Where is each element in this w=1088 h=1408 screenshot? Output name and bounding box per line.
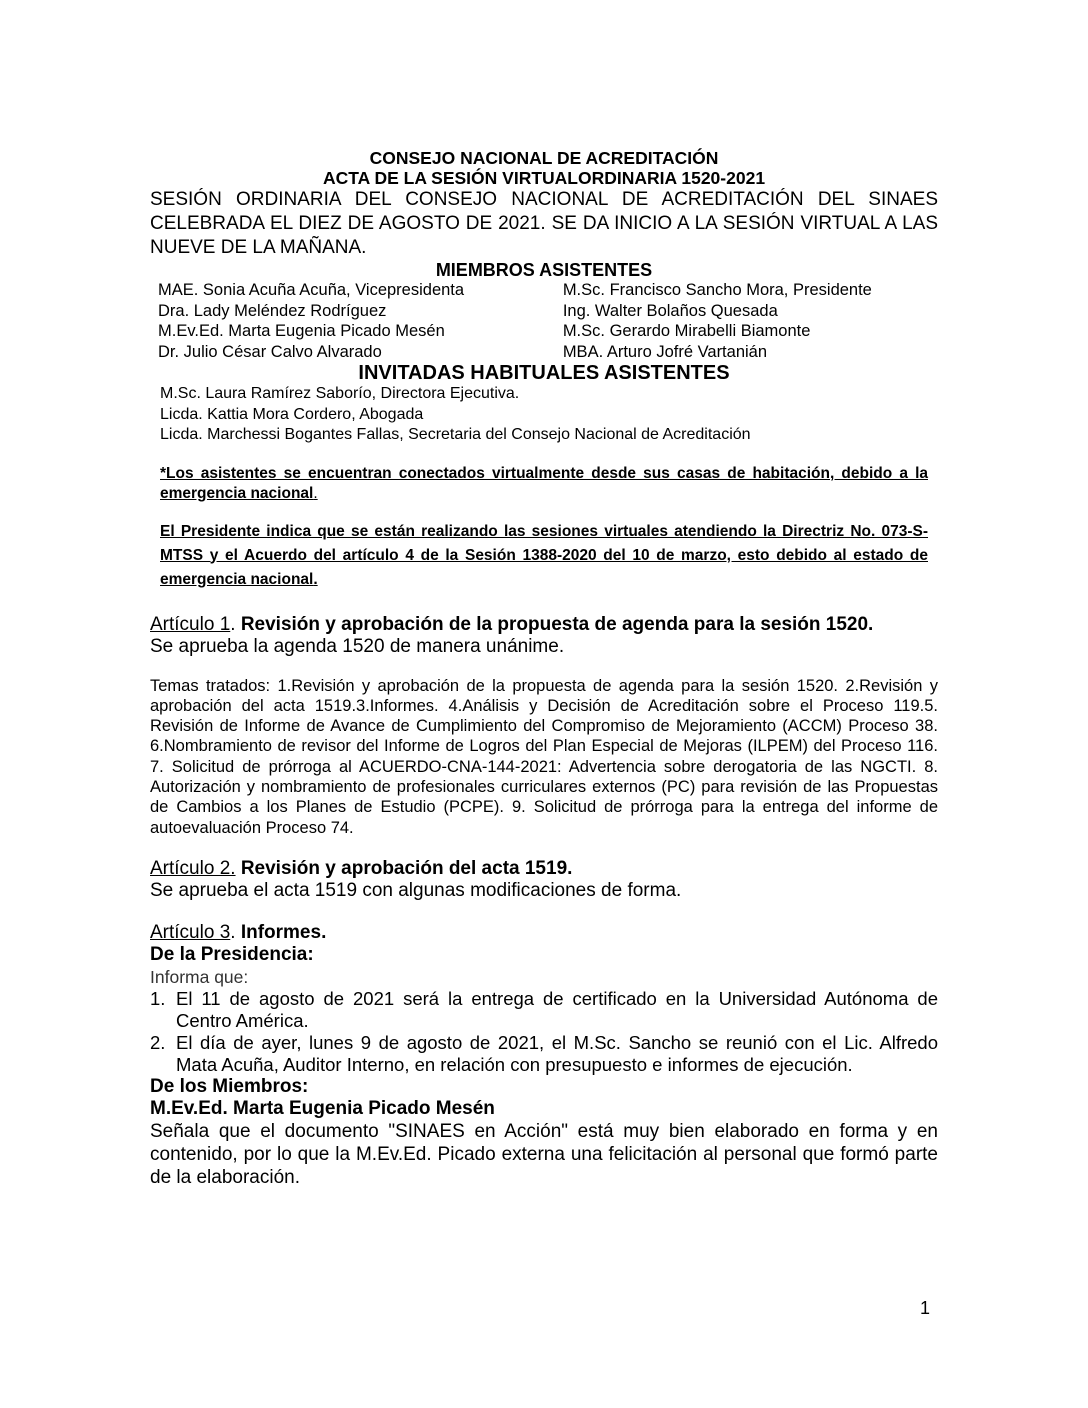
topics-list: Temas tratados: 1.Revisión y aprobación de la propuesta de agenda para la sesión 1520. 2.Revisión y aprobación del acta 1519.3.Informes. 4.Análisis y Decisión de Acreditación sobre el Proceso 119.5. Revisión de Informe de Avance de Cumplimiento del Compromiso de Mejoramiento (ACCM) Proceso 38. 6.Nombramiento de revisor del Informe de Logros del Plan Especial de Mejoras (ILPEM) del Proceso 116. 7. Solicitud de prórroga al ACUERDO-CNA-144-2021: Advertencia sobre derogatoria de las NGCTI. 8. Autorización y nombramiento de profesionales curriculares externos (PC) para revisión de las Propuestas de Cambios a los Planes de Estudio (PCPE). 9. Solicitud de prórroga para la entrega del informe de autoevaluación Proceso 74. <box>150 676 938 837</box>
article-2-text: Se aprueba el acta 1519 con algunas modificaciones de forma. <box>150 879 682 901</box>
members-left-column <box>158 280 563 362</box>
members-right-column <box>563 280 938 362</box>
note-period: . <box>313 484 318 502</box>
article-1-heading: Artículo 1. Revisión y aprobación de la propuesta de agenda para la sesión 1520. <box>150 613 874 635</box>
note-period: . <box>313 570 318 588</box>
members-list <box>158 280 938 362</box>
article-1-text: Se aprueba la agenda 1520 de manera unánime. <box>150 635 565 657</box>
article-label: Artículo 2. <box>150 857 236 879</box>
member-item: MBA. Arturo Jofré Vartanián <box>562 342 768 361</box>
member-name: M.Ev.Ed. Marta Eugenia Picado Mesén <box>150 1097 495 1119</box>
note-text: El Presidente indica que se están realizando las sesiones virtuales atendiendo la Directriz No. 073-S-MTSS y el Acuerdo del artículo 4 de la Sesión 1388-2020 del 10 de marzo, esto debido al estado de emergencia nacional <box>160 522 928 588</box>
article-label: Artículo 1 <box>150 613 231 635</box>
member-item: M.Ev.Ed. Marta Eugenia Picado Mesén <box>158 322 445 340</box>
member-statement: Señala que el documento "SINAES en Acción" está muy bien elaborado en forma y en contenido, por lo que la M.Ev.Ed. Picado externa una felicitación al personal que formó parte de la elaboración. <box>150 1120 938 1188</box>
list-item: 1. El 11 de agosto de 2021 será la entrega de certificado en la Universidad Autónoma de Centro América. <box>150 987 938 1031</box>
virtual-attendance-note <box>160 464 928 504</box>
directive-note <box>160 520 928 592</box>
note-text: *Los asistentes se encuentran conectados virtualmente desde sus casas de habitación, debido a la emergencia nacional <box>160 464 928 502</box>
member-item: MAE. Sonia Acuña Acuña, Vicepresidenta <box>158 281 465 299</box>
session-title: ACTA DE LA SESIÓN VIRTUALORDINARIA 1520-2021 <box>322 168 766 188</box>
member-item: Dr. Julio César Calvo Alvarado <box>158 342 382 361</box>
invitees-heading: INVITADAS HABITUALES ASISTENTES <box>358 362 730 384</box>
member-item: Dra. Lady Meléndez Rodríguez <box>158 301 387 320</box>
list-item: 2. El día de ayer, lunes 9 de agosto de 2021, el M.Sc. Sancho se reunió con el Lic. Alfredo Mata Acuña, Auditor Interno, en relación con presupuesto e informes de ejecución. <box>150 1031 938 1075</box>
article-2-heading <box>150 858 938 880</box>
presidency-items <box>150 988 938 1076</box>
page-number: 1 <box>920 1298 931 1318</box>
members-subheading: De los Miembros: <box>150 1075 309 1097</box>
invitee-item: Licda. Kattia Mora Cordero, Abogada <box>160 405 424 423</box>
article-title: Revisión y aprobación de la propuesta de agenda para la sesión 1520. <box>240 613 874 635</box>
informs-label: Informa que: <box>150 966 249 987</box>
article-3-heading: Artículo 3. Informes. <box>150 921 327 943</box>
session-intro: SESIÓN ORDINARIA DEL CONSEJO NACIONAL DE ACREDITACIÓN DEL SINAES CELEBRADA EL DIEZ DE AGOSTO DE 2021. SE DA INICIO A LA SESIÓN VIRTUAL A LAS NUEVE DE LA MAÑANA. <box>150 189 938 258</box>
member-item: M.Sc. Francisco Sancho Mora, Presidente <box>562 281 872 299</box>
document-page <box>150 148 938 1189</box>
members-heading: MIEMBROS ASISTENTES <box>435 260 653 280</box>
member-item: M.Sc. Gerardo Mirabelli Biamonte <box>562 322 811 340</box>
member-item: Ing. Walter Bolaños Quesada <box>562 301 778 320</box>
invitees-list <box>160 384 938 446</box>
invitee-item: M.Sc. Laura Ramírez Saborío, Directora Ejecutiva. <box>160 385 520 402</box>
article-label: Artículo 3 <box>150 921 231 943</box>
article-title: Informes. <box>240 921 327 943</box>
presidency-heading: De la Presidencia: <box>150 943 314 965</box>
invitee-item: Licda. Marchessi Bogantes Fallas, Secretaria del Consejo Nacional de Acreditación <box>160 426 751 443</box>
council-title: CONSEJO NACIONAL DE ACREDITACIÓN <box>369 148 719 168</box>
article-title: Revisión y aprobación del acta 1519. <box>240 857 573 879</box>
